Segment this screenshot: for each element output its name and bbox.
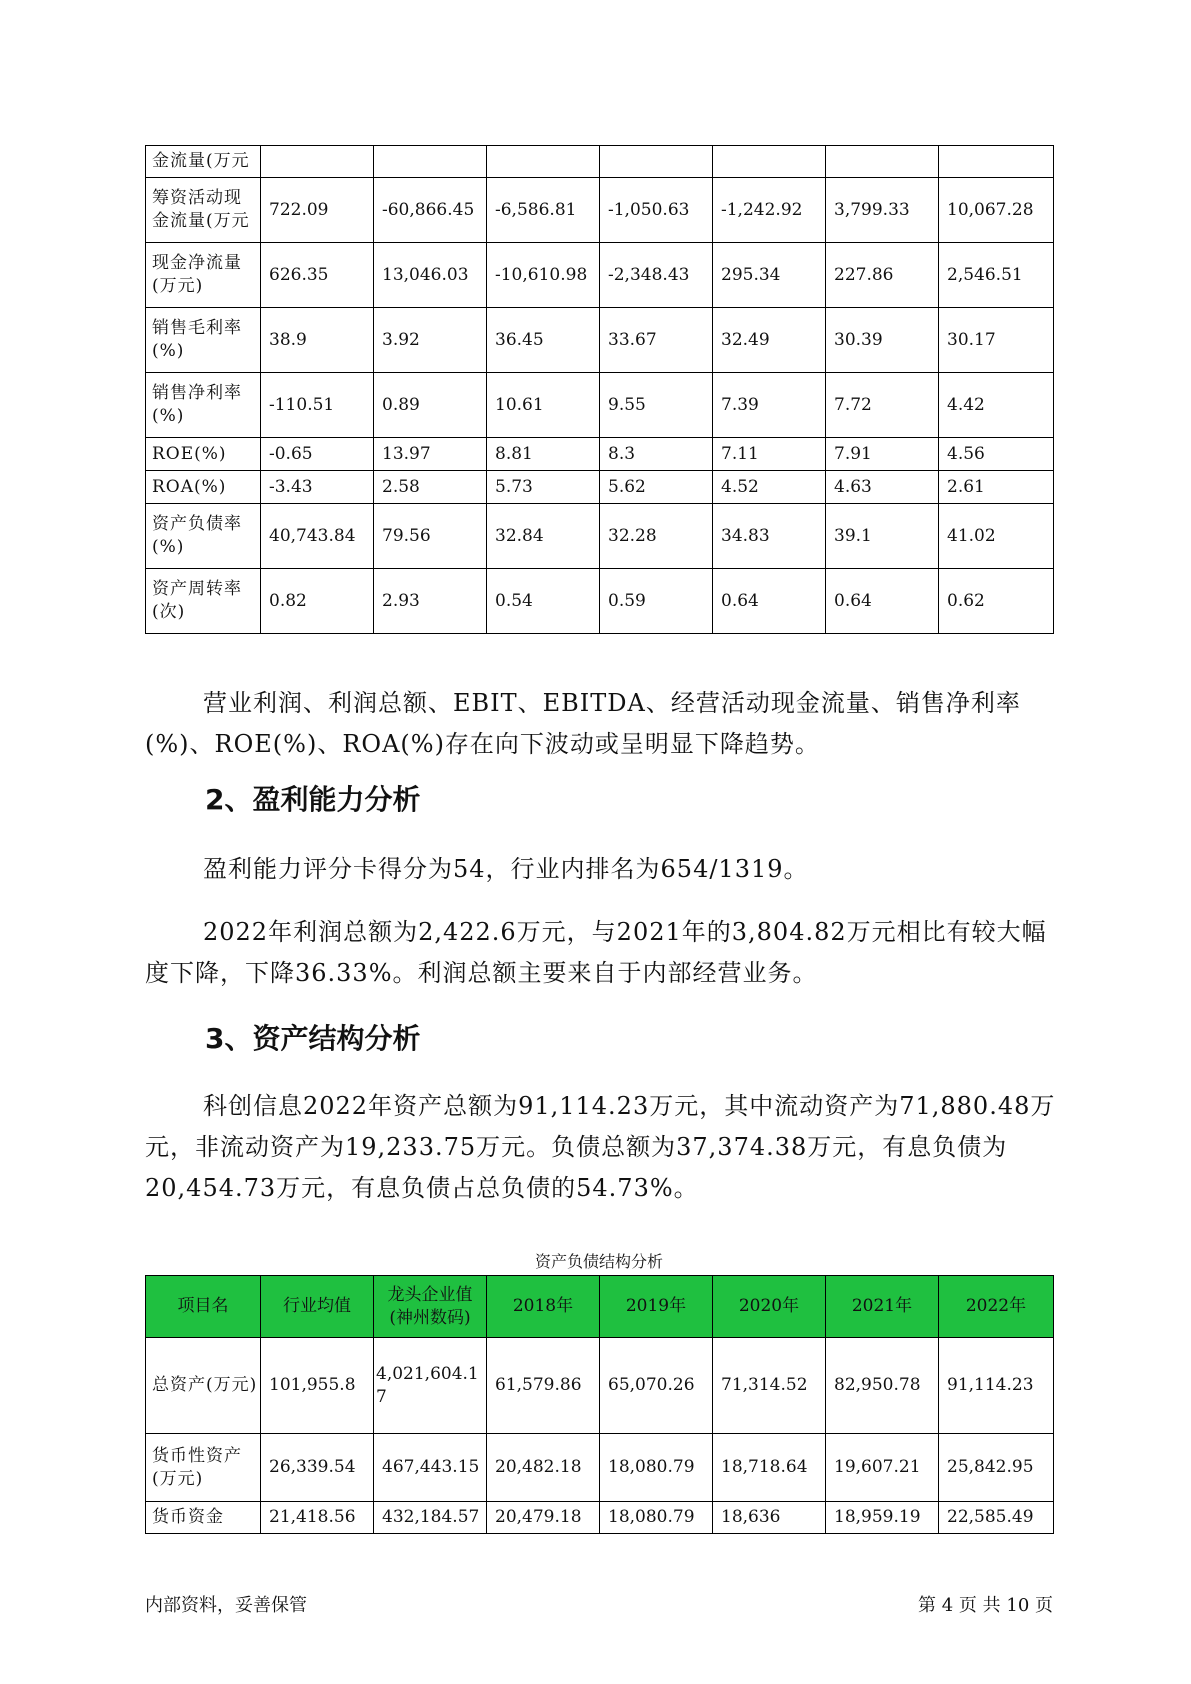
table-cell: 21,418.56 [261,1502,374,1534]
row-label: ROA(%) [146,471,261,504]
table-cell: 4.56 [939,438,1054,471]
column-header: 2018年 [487,1276,600,1338]
table-cell: 227.86 [826,243,939,308]
table-cell: 19,607.21 [826,1434,939,1502]
table-cell: 0.54 [487,569,600,634]
table-cell: 4.52 [713,471,826,504]
trend-paragraph: 营业利润、利润总额、EBIT、EBITDA、经营活动现金流量、销售净利率(%)、ROE(%)、ROA(%)存在向下波动或呈明显下降趋势。 [145,689,1021,758]
table-cell: 32.84 [487,504,600,569]
table-cell: 9.55 [600,373,713,438]
table-cell: 18,080.79 [600,1434,713,1502]
table-cell: 34.83 [713,504,826,569]
section-heading-profitability: 2、盈利能力分析 [205,783,421,816]
table-cell: 79.56 [374,504,487,569]
table-cell: -1,050.63 [600,178,713,243]
table-cell: -10,610.98 [487,243,600,308]
column-header: 2020年 [713,1276,826,1338]
table-caption: 资产负债结构分析 [534,1252,663,1271]
table-cell: 41.02 [939,504,1054,569]
table-row [146,243,1054,308]
row-label: 现金净流量(万元) [146,243,261,308]
table-row [146,504,1054,569]
column-header: 2021年 [826,1276,939,1338]
table-cell: 432,184.57 [374,1502,487,1534]
table-row [146,1338,1054,1434]
column-header: 项目名 [146,1276,261,1338]
column-header: 龙头企业值(神州数码) [374,1276,487,1338]
column-header: 行业均值 [261,1276,374,1338]
table-cell: 26,339.54 [261,1434,374,1502]
row-label: 金流量(万元 [146,146,261,178]
table-cell: 13,046.03 [374,243,487,308]
table-cell: -1,242.92 [713,178,826,243]
row-label: 筹资活动现金流量(万元 [146,178,261,243]
table-cell: 7.91 [826,438,939,471]
table-cell: 22,585.49 [939,1502,1054,1534]
table-cell: 0.82 [261,569,374,634]
table-cell: 30.39 [826,308,939,373]
row-label: 资产周转率(次) [146,569,261,634]
table-cell: 626.35 [261,243,374,308]
row-label: 销售净利率(%) [146,373,261,438]
table-cell: 2,546.51 [939,243,1054,308]
table-cell: 0.62 [939,569,1054,634]
table-cell: 0.89 [374,373,487,438]
table-cell [826,146,939,178]
table-cell: 0.59 [600,569,713,634]
table-cell: 10,067.28 [939,178,1054,243]
table-row [146,569,1054,634]
table-cell [374,146,487,178]
row-label: ROE(%) [146,438,261,471]
table-cell: 18,718.64 [713,1434,826,1502]
table-cell: 40,743.84 [261,504,374,569]
table-row [146,471,1054,504]
table-cell: 36.45 [487,308,600,373]
table-cell: 65,070.26 [600,1338,713,1434]
table-row [146,1434,1054,1502]
asset-liability-table [145,1275,1054,1534]
table-row [146,308,1054,373]
table-header-row [146,1276,1054,1338]
table-cell: 20,479.18 [487,1502,600,1534]
table-cell: 722.09 [261,178,374,243]
table-cell [487,146,600,178]
table-cell: 467,443.15 [374,1434,487,1502]
row-label: 销售毛利率(%) [146,308,261,373]
table-cell: 25,842.95 [939,1434,1054,1502]
row-label: 总资产(万元) [146,1338,261,1434]
table-cell: 4,021,604.17 [374,1338,487,1434]
table-cell: 10.61 [487,373,600,438]
table-cell: 82,950.78 [826,1338,939,1434]
table-cell: 0.64 [826,569,939,634]
table-cell: 3,799.33 [826,178,939,243]
section-heading-asset-structure: 3、资产结构分析 [205,1022,421,1055]
table-cell: 5.62 [600,471,713,504]
table-cell: 2.61 [939,471,1054,504]
table-cell: 18,080.79 [600,1502,713,1534]
table-cell: 71,314.52 [713,1338,826,1434]
table-cell: 61,579.86 [487,1338,600,1434]
table-cell: -60,866.45 [374,178,487,243]
table-cell: 20,482.18 [487,1434,600,1502]
table-cell: 2.93 [374,569,487,634]
table-cell: 7.11 [713,438,826,471]
table-cell: 295.34 [713,243,826,308]
table-cell: 32.49 [713,308,826,373]
table-cell: 13.97 [374,438,487,471]
row-label: 货币资金 [146,1502,261,1534]
table-cell [261,146,374,178]
footer-page-number: 第 4 页 共 10 页 [918,1595,1053,1616]
table-cell: 8.81 [487,438,600,471]
table-cell: 18,636 [713,1502,826,1534]
table-cell: 32.28 [600,504,713,569]
asset-paragraph: 科创信息2022年资产总额为91,114.23万元，其中流动资产为71,880.48万元，非流动资产为19,233.75万元。负债总额为37,374.38万元，有息负债为20,454.73万元，有息负债占总负债的54.73%。 [145,1092,1056,1202]
table-row [146,438,1054,471]
table-cell: 91,114.23 [939,1338,1054,1434]
table-cell: 5.73 [487,471,600,504]
table-cell: 7.72 [826,373,939,438]
column-header: 2022年 [939,1276,1054,1338]
table-cell: 0.64 [713,569,826,634]
table-cell: -3.43 [261,471,374,504]
table-cell: 33.67 [600,308,713,373]
table-cell: -6,586.81 [487,178,600,243]
table-cell: -2,348.43 [600,243,713,308]
profit-paragraph: 2022年利润总额为2,422.6万元，与2021年的3,804.82万元相比有较大幅度下降，下降36.33%。利润总额主要来自于内部经营业务。 [145,918,1047,987]
table-cell: 4.63 [826,471,939,504]
financial-indicators-table [145,145,1054,634]
table-cell: -0.65 [261,438,374,471]
row-label: 资产负债率(%) [146,504,261,569]
table-cell: 8.3 [600,438,713,471]
table-cell: 3.92 [374,308,487,373]
score-paragraph: 盈利能力评分卡得分为54，行业内排名为654/1319。 [203,855,809,883]
table-cell: 4.42 [939,373,1054,438]
table-cell: 30.17 [939,308,1054,373]
table-cell: 39.1 [826,504,939,569]
table-cell: 38.9 [261,308,374,373]
table-cell: 7.39 [713,373,826,438]
table-cell: 2.58 [374,471,487,504]
table-cell [600,146,713,178]
table-cell: 101,955.8 [261,1338,374,1434]
row-label: 货币性资产(万元) [146,1434,261,1502]
table-cell: -110.51 [261,373,374,438]
column-header: 2019年 [600,1276,713,1338]
table-row [146,178,1054,243]
table-row [146,1502,1054,1534]
table-cell: 18,959.19 [826,1502,939,1534]
table-cell [713,146,826,178]
footer-confidential-note: 内部资料，妥善保管 [145,1595,307,1616]
table-row [146,373,1054,438]
table-row [146,146,1054,178]
table-cell [939,146,1054,178]
